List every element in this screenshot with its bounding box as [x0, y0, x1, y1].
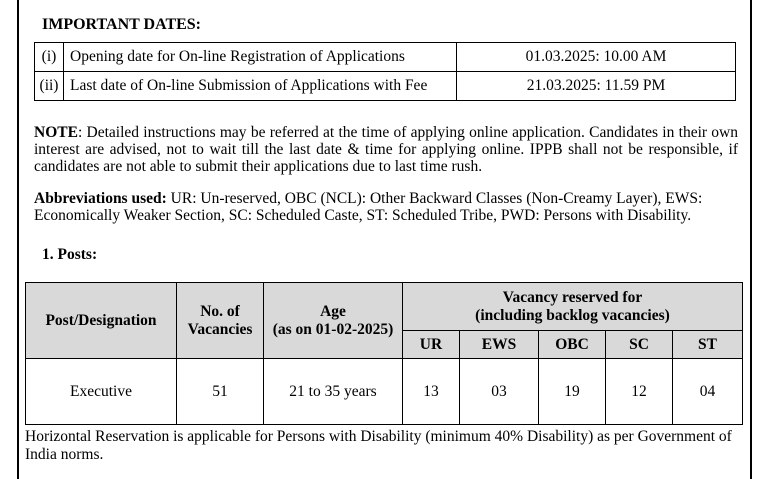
table-header-row — [26, 283, 743, 331]
header-vacancy-reserved — [403, 283, 743, 331]
cell-obc: 19 — [539, 359, 606, 425]
posts-heading: 1. Posts: — [42, 246, 98, 263]
date-label: Last date of On-line Submission of Applications with Fee — [64, 72, 457, 101]
row-number: (i) — [35, 43, 64, 72]
note-label: NOTE — [34, 124, 78, 141]
table-row — [35, 43, 736, 72]
table-row — [35, 72, 736, 101]
note-paragraph — [34, 124, 738, 175]
important-dates-table — [34, 42, 736, 101]
header-vacancy-line2: (including backlog vacancies) — [475, 306, 670, 324]
abbreviations-text: UR: Un-reserved, OBC (NCL): Other Backward Classes (Non-Creamy Layer), EWS: Economically Weaker Section, SC: Scheduled Caste, ST: Scheduled Tribe, PWD: Persons with Disability. — [34, 190, 703, 224]
header-obc: OBC — [539, 331, 606, 359]
posts-table — [25, 282, 743, 425]
date-value: 01.03.2025: 10.00 AM — [457, 43, 736, 72]
header-vacancies-line1: No. of — [200, 302, 240, 320]
header-age-line2: (as on 01-02-2025) — [272, 320, 394, 338]
header-vacancy-line1: Vacancy reserved for — [502, 288, 643, 306]
important-dates-heading: IMPORTANT DATES: — [42, 16, 202, 33]
header-age — [264, 283, 403, 359]
date-value: 21.03.2025: 11.59 PM — [457, 72, 736, 101]
header-vacancies-line2: Vacancies — [187, 320, 253, 338]
cell-age: 21 to 35 years — [264, 359, 403, 425]
cell-sc: 12 — [606, 359, 673, 425]
header-age-line1: Age — [320, 302, 346, 320]
note-text: : Detailed instructions may be referred at the time of applying online application. Candidates in their own interest are advised, not to wait till the last date & time for applying online. IPPB shall not be responsible, if candidates are not able to submit their applications due to last time rush. — [34, 124, 738, 175]
header-ur: UR — [403, 331, 460, 359]
date-label: Opening date for On-line Registration of Applications — [64, 43, 457, 72]
abbreviations-label: Abbreviations used: — [34, 190, 167, 207]
abbreviations-paragraph — [34, 190, 738, 224]
header-vacancies — [177, 283, 264, 359]
row-number: (ii) — [35, 72, 64, 101]
header-sc: SC — [606, 331, 673, 359]
cell-st: 04 — [673, 359, 743, 425]
cell-post: Executive — [26, 359, 177, 425]
horizontal-reservation-note: Horizontal Reservation is applicable for Persons with Disability (minimum 40% Disability) as per Government of India norms. — [25, 428, 732, 463]
header-ews: EWS — [460, 331, 539, 359]
header-post: Post/Designation — [26, 283, 177, 359]
cell-ews: 03 — [460, 359, 539, 425]
cell-ur: 13 — [403, 359, 460, 425]
table-row — [26, 359, 743, 425]
header-st: ST — [673, 331, 743, 359]
cell-vacancies: 51 — [177, 359, 264, 425]
